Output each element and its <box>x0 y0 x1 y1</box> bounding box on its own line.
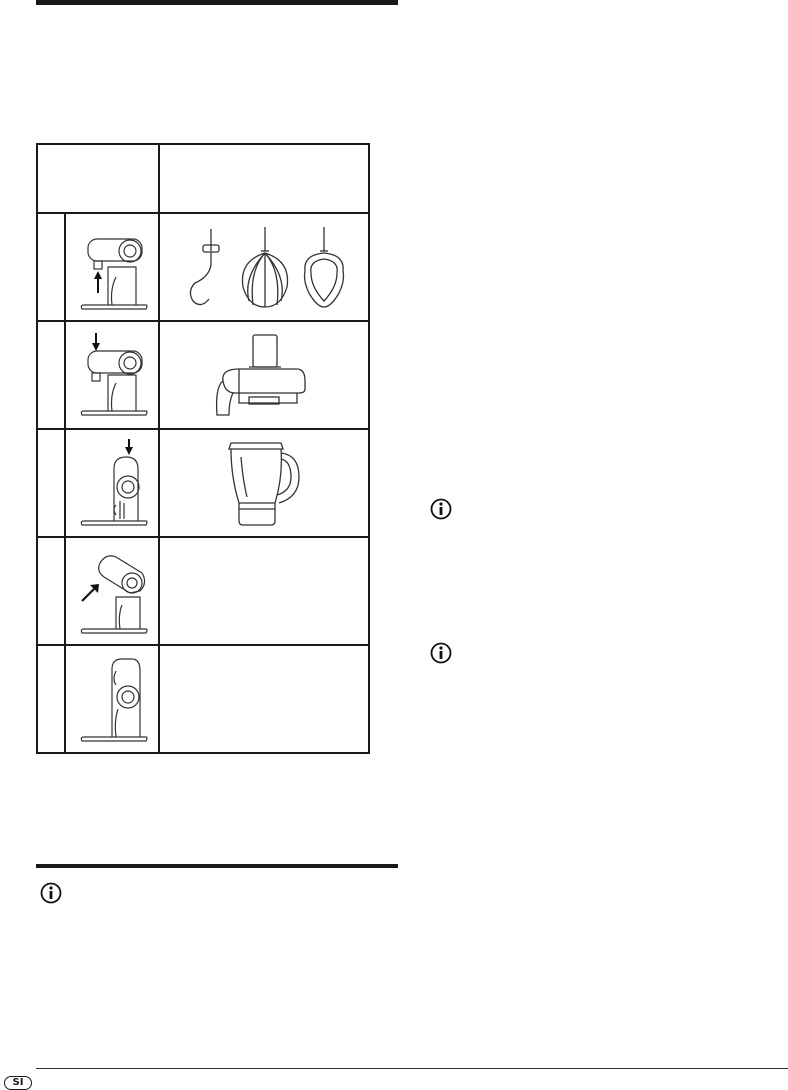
mixer-head-up-icon <box>65 213 159 321</box>
table-header-left <box>37 144 159 213</box>
mixer-parked-icon <box>65 645 159 753</box>
info-icon <box>40 882 62 904</box>
blender-jug-icon <box>159 429 369 537</box>
mixer-head-down-icon <box>65 321 159 429</box>
tools-cell-empty <box>159 537 369 645</box>
mixer-tilted-icon <box>65 537 159 645</box>
table-row <box>37 321 369 429</box>
food-processor-icon <box>159 321 369 429</box>
table-header-right <box>159 144 369 213</box>
language-badge: SI <box>4 1076 32 1090</box>
table-row <box>37 645 369 753</box>
table-row <box>37 537 369 645</box>
section-rule-top <box>36 0 398 5</box>
row-number <box>37 645 65 753</box>
table-row <box>37 213 369 321</box>
footer-rule <box>36 1068 788 1069</box>
info-icon <box>430 498 452 520</box>
info-icon <box>430 642 452 664</box>
row-number <box>37 429 65 537</box>
section-rule-middle <box>36 864 398 868</box>
table-row <box>37 429 369 537</box>
row-number <box>37 537 65 645</box>
row-number <box>37 321 65 429</box>
mixer-upright-icon <box>65 429 159 537</box>
kneading-hook-whisk-beater-icon <box>159 213 369 321</box>
positions-table <box>36 143 370 754</box>
tools-cell-empty <box>159 645 369 753</box>
row-number <box>37 213 65 321</box>
table-header-row <box>37 144 369 213</box>
